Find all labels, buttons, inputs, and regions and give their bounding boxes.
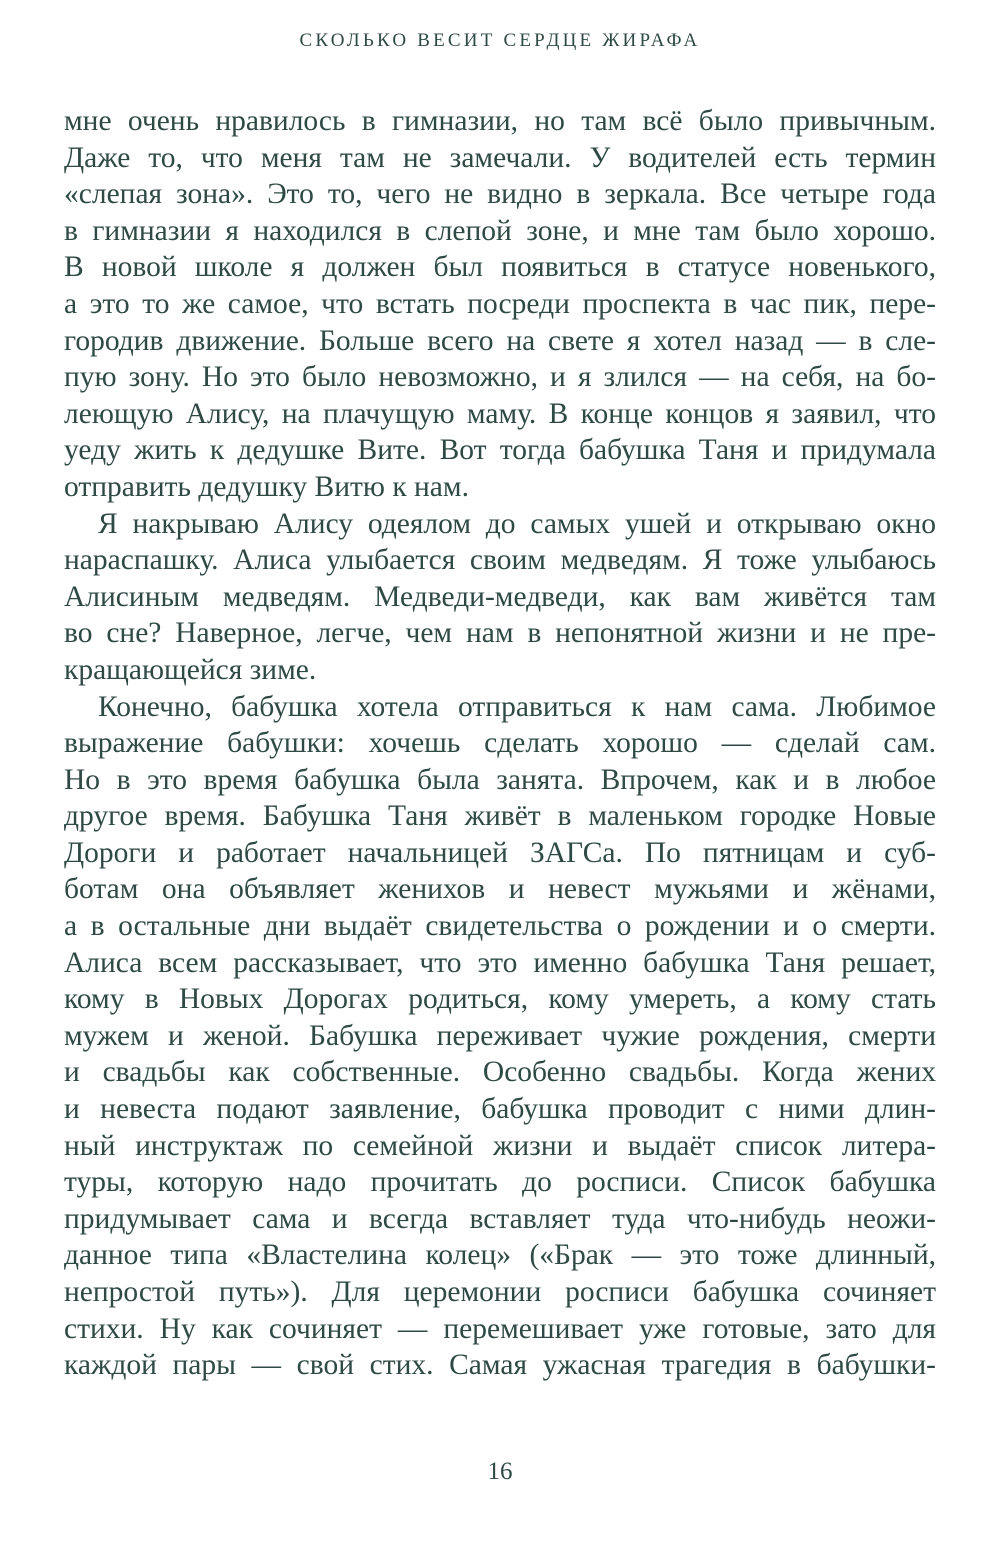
text-line: придумывает сама и всегда вставляет туда что-нибудь неожи- [64,1202,936,1235]
text-line: кому в Новых Дорогах родиться, кому умереть, а кому стать [64,983,936,1016]
paragraph-3 [64,689,936,1384]
text-line: стихи. Ну как сочиняет — перемешивает уже готовые, зато для [64,1312,936,1345]
text-line: Я накрываю Алису одеялом до самых ушей и открываю окно [98,507,936,540]
text-line: мне очень нравилось в гимназии, но там всё было привычным. [64,105,936,137]
text-line: Конечно, бабушка хотела отправиться к нам сама. Любимое [98,690,936,723]
text-line: и свадьбы как собственные. Особенно свадьбы. Когда жених [64,1056,936,1089]
text-line: и невеста подают заявление, бабушка проводит с ними длин- [64,1093,936,1126]
text-line: туры, которую надо прочитать до росписи. Список бабушка [64,1166,936,1199]
running-head: СКОЛЬКО ВЕСИТ СЕРДЦЕ ЖИРАФА [299,30,701,51]
text-line: а это то же самое, что встать посреди проспекта в час пик, пере- [64,287,936,320]
text-line: уеду жить к дедушке Вите. Вот тогда бабушка Таня и придумала [64,434,936,467]
text-line: «слепая зона». Это то, чего не видно в зеркала. Все четыре года [64,178,936,211]
text-line: пую зону. Но это было невозможно, и я злился — на себя, на бо- [64,361,936,394]
text-line: кращающейся зиме. [64,653,317,686]
text-line: Алиса всем рассказывает, что это именно бабушка Таня решает, [64,946,936,979]
body-text [64,103,936,1384]
text-line: непростой путь»). Для церемонии росписи бабушка сочиняет [64,1276,936,1308]
text-line: выражение бабушки: хочешь сделать хорошо — сделай сам. [64,727,936,760]
text-line: Алисиным медведям. Медведи-медведи, как вам живётся там [64,580,936,613]
text-line: Дороги и работает начальницей ЗАГСа. По пятницам и суб- [64,836,936,869]
text-line: Но в это время бабушка была занята. Впрочем, как и в любое [64,763,936,796]
text-line: во сне? Наверное, легче, чем нам в непонятной жизни и не пре- [64,617,936,650]
text-line: отправить дедушку Витю к нам. [64,470,469,503]
text-line: другое время. Бабушка Таня живёт в маленьком городке Новые [64,800,936,833]
text-line: ный инструктаж по семейной жизни и выдаёт список литера- [64,1129,936,1162]
paragraph-2 [64,506,936,689]
text-line: мужем и женой. Бабушка переживает чужие рождения, смерти [64,1019,936,1052]
text-line: городив движение. Больше всего на свете я хотел назад — в сле- [64,324,936,357]
text-line: нараспашку. Алиса улыбается своим медведям. Я тоже улыбаюсь [64,544,936,577]
text-line: ботам она объявляет женихов и невест мужьями и жёнами, [64,873,936,906]
text-line: а в остальные дни выдаёт свидетельства о рождении и о смерти. [64,910,936,943]
text-line: Даже то, что меня там не замечали. У водителей есть термин [64,141,936,174]
text-line: данное типа «Властелина колец» («Брак — это тоже длинный, [64,1239,936,1272]
text-line: леющую Алису, на плачущую маму. В конце концов я заявил, что [64,397,936,430]
page-number: 16 [487,1458,513,1485]
text-line: В новой школе я должен был появиться в статусе новенького, [64,251,936,284]
text-line: каждой пары — свой стих. Самая ужасная трагедия в бабушки- [64,1349,936,1382]
paragraph-1 [64,103,936,506]
text-line: в гимназии я находился в слепой зоне, и мне там было хорошо. [64,214,936,247]
